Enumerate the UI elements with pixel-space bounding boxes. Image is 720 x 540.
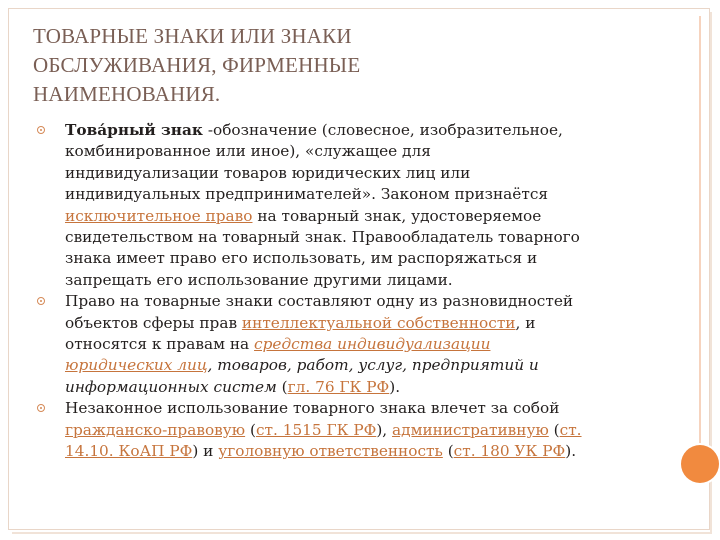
- link-civil-liability[interactable]: гражданско-правовую: [65, 420, 246, 439]
- text: объектов сферы прав: [65, 313, 242, 332]
- text-line: [65, 334, 687, 355]
- text: (: [245, 420, 256, 439]
- text: (: [548, 420, 560, 439]
- text-line: [65, 120, 687, 141]
- text-line: запрещать его использование другими лицами.: [65, 270, 453, 289]
- text: ).: [389, 377, 401, 396]
- text-line: [65, 420, 687, 441]
- circle-bullet-icon: [37, 126, 45, 134]
- circle-bullet-icon: [37, 297, 45, 305]
- link-criminal-liability[interactable]: уголовную ответственность: [218, 442, 443, 461]
- link-means-of-individualization[interactable]: средства индивидуализации: [254, 335, 491, 354]
- text: ),: [376, 420, 393, 439]
- title-line: ТОВАРНЫЕ ЗНАКИ ИЛИ ЗНАКИ: [33, 24, 352, 48]
- text: на товарный знак, удостоверяемое: [252, 206, 542, 225]
- text: информационных систем: [65, 377, 277, 396]
- text: , и: [515, 313, 536, 332]
- title-line: ОБСЛУЖИВАНИЯ, ФИРМЕННЫЕ: [33, 53, 361, 77]
- accent-circle-icon: [681, 445, 719, 483]
- slide-title: [33, 22, 633, 109]
- link-criminal-code-180[interactable]: ст. 180 УК РФ: [453, 442, 566, 461]
- text-line: [65, 206, 687, 227]
- circle-bullet-icon: [37, 404, 45, 412]
- link-legal-entities[interactable]: юридических лиц: [65, 356, 208, 375]
- text: , товаров, работ, услуг, предприятий и: [207, 356, 539, 375]
- text-line: комбинированное или иное), «служащее для: [65, 142, 431, 161]
- slide-accent-line: [699, 16, 701, 462]
- link-koap-article[interactable]: ст.: [559, 420, 582, 439]
- text-line: [65, 441, 687, 462]
- text-line: знака имеет право его использовать, им распоряжаться и: [65, 249, 538, 268]
- text-line: индивидуализации товаров юридических лиц или: [65, 163, 471, 182]
- text-line: [65, 377, 687, 398]
- text-line: индивидуальных предпринимателей». Законом признаётся: [65, 185, 549, 204]
- text-line: свидетельством на товарный знак. Правообладатель товарного: [65, 228, 580, 247]
- link-administrative[interactable]: административную: [392, 420, 549, 439]
- link-civil-code-ch76[interactable]: гл. 76 ГК РФ: [287, 377, 390, 396]
- link-civil-code-1515[interactable]: ст. 1515 ГК РФ: [255, 420, 377, 439]
- link-exclusive-right[interactable]: исключительное право: [65, 206, 253, 225]
- text: относятся к правам на: [65, 335, 255, 354]
- text-line: [65, 313, 687, 334]
- text-line: [65, 355, 687, 376]
- text-line: Незаконное использование товарного знака влечет за собой: [65, 399, 560, 418]
- text-line: Право на товарные знаки составляют одну из разновидностей: [65, 292, 574, 311]
- link-intellectual-property[interactable]: интеллектуальной собственности: [241, 313, 516, 332]
- list-item-trademark-definition: [37, 120, 687, 291]
- link-koap-14-10[interactable]: 14.10. КоАП РФ: [65, 442, 193, 461]
- list-item-rights: [37, 291, 687, 398]
- text: (: [442, 442, 454, 461]
- text: ) и: [192, 442, 219, 461]
- term: Това́рный знак: [65, 121, 203, 139]
- text: (: [276, 377, 288, 396]
- text: -обозначение (словесное, изобразительное,: [202, 121, 563, 139]
- bullet-list: [37, 120, 687, 463]
- list-item-liability: [37, 398, 687, 462]
- title-line: НАИМЕНОВАНИЯ.: [33, 82, 221, 106]
- text: ).: [565, 442, 577, 461]
